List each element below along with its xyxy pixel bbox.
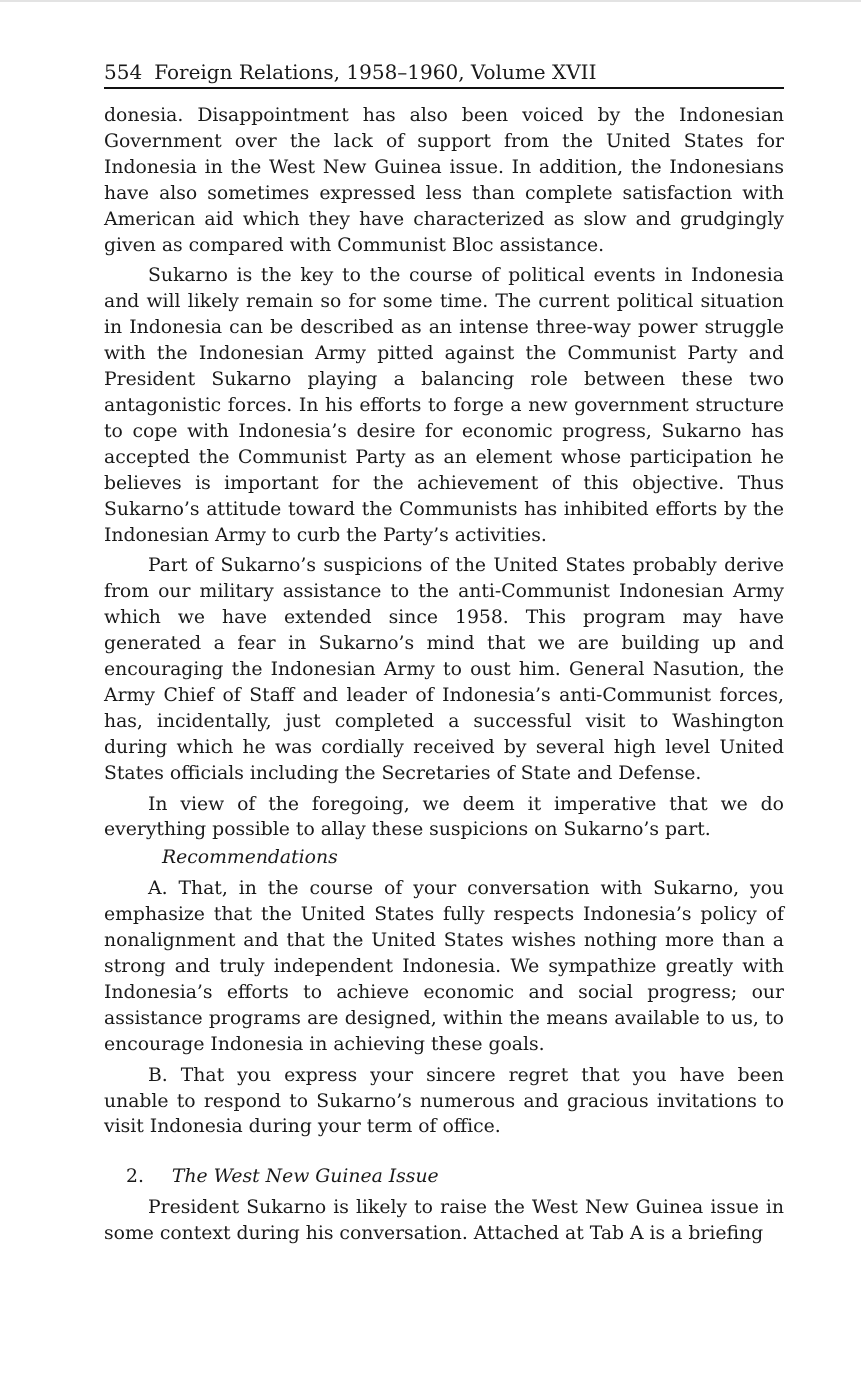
section-paragraph: President Sukarno is likely to raise the West New Guinea issue in some context during his conversation. Attached at Tab A is a briefing: [104, 1197, 784, 1245]
scan-edge: [0, 0, 861, 2]
recommendation-b: B. That you express your sincere regret that you have been unable to respond to Sukarno’s numerous and gracious invitations to visit Indonesia during your term of office.: [104, 1064, 784, 1138]
paragraph-foregoing: In view of the foregoing, we deem it imperative that we do everything possible to allay these suspicions on Sukarno’s part.: [104, 793, 784, 841]
page-number: 554: [104, 60, 143, 84]
paragraph-sukarno-key: Sukarno is the key to the course of political events in Indonesia and will likely remain so for some time. The current political situation in Indonesia can be described as an intense three-way power struggle with the Indonesian Army pitted against the Communist Party and President Sukarno playing a balancing role between these two antagonistic forces. In his efforts to forge a new government structure to cope with Indonesia’s desire for economic progress, Sukarno has accepted the Communist Party as an element whose participation he believes is important for the achievement of this objective. Thus Sukarno’s attitude toward the Communists has inhibited efforts by the Indonesian Army to curb the Party’s activities.: [104, 265, 784, 546]
recommendations-heading: Recommendations: [162, 847, 338, 869]
document-page: [104, 60, 784, 1247]
paragraph-suspicions: Part of Sukarno’s suspicions of the United States probably derive from our military assistance to the anti-Communist Indonesian Army which we have extended since 1958. This program may have generated a fear in Sukarno’s mind that we are building up and encouraging the Indonesian Army to oust him. General Nasution, the Army Chief of Staff and leader of Indonesia’s anti-Communist forces, has, incidentally, just completed a successful visit to Washington during which he was cordially received by several high level United States officials including the Secretaries of State and Defense.: [104, 555, 784, 784]
running-title: Foreign Relations, 1958–1960, Volume XVII: [154, 60, 597, 84]
section-number: 2.: [126, 1166, 144, 1188]
running-header: [104, 60, 784, 89]
paragraph-continuation: donesia. Disappointment has also been voiced by the Indonesian Government over the lack of support from the United States for Indonesia in the West New Guinea issue. In addition, the Indonesians have also sometimes expressed less than complete satisfaction with American aid which they have characterized as slow and grudgingly given as compared with Communist Bloc assistance.: [104, 105, 784, 256]
section-heading: [104, 1164, 784, 1190]
body-text: [104, 103, 784, 1247]
recommendation-a: A. That, in the course of your conversation with Sukarno, you emphasize that the United States fully respects Indonesia’s policy of nonalignment and that the United States wishes nothing more than a strong and truly independent Indonesia. We sympathize greatly with Indonesia’s efforts to achieve economic and social progress; our assistance programs are designed, within the means available to us, to encourage Indonesia in achieving these goals.: [104, 878, 784, 1055]
section-title: The West New Guinea Issue: [171, 1166, 439, 1188]
